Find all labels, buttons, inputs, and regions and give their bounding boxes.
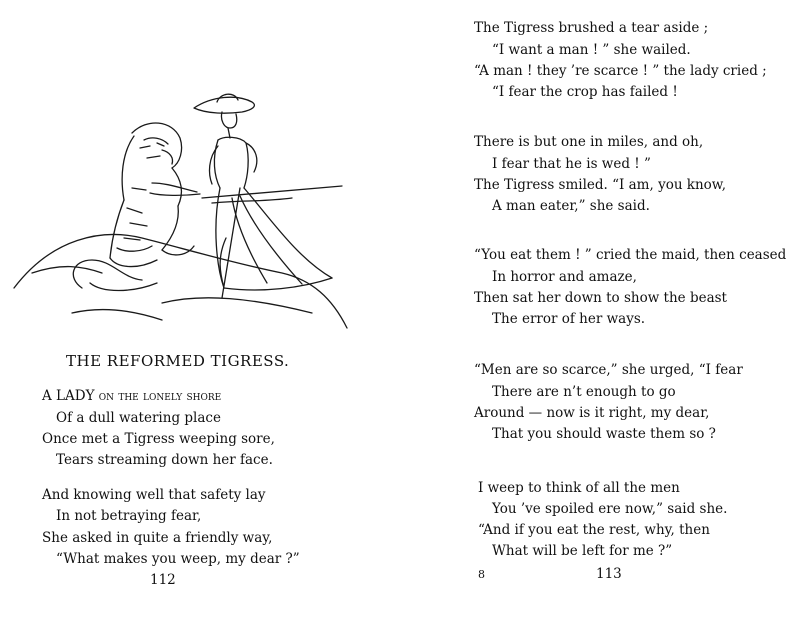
stanza-line: That you should waste them so ?: [492, 426, 716, 442]
stanza-line: You ’ve spoiled ere now,” said she.: [492, 501, 728, 517]
stanza-line: “What makes you weep, my dear ?”: [56, 551, 300, 567]
lady-smallcaps: A LADY on the lonely shore: [42, 388, 222, 404]
stanza-line: In horror and amaze,: [492, 269, 637, 285]
stanza-line: A man eater,” she said.: [492, 198, 650, 214]
stanza-line: [42, 388, 221, 404]
signature-mark: 8: [478, 568, 485, 581]
stanza-line: What will be left for me ?”: [492, 543, 673, 559]
stanza-line: I weep to think of all the men: [478, 480, 680, 496]
stanza-line: “I want a man ! ” she wailed.: [492, 42, 691, 58]
stanza-line: And knowing well that safety lay: [42, 487, 266, 503]
stanza-line: “Men are so scarce,” she urged, “I fear: [474, 362, 743, 378]
stanza-line: “And if you eat the rest, why, then: [478, 522, 710, 538]
poem-title: THE REFORMED TIGRESS.: [66, 352, 290, 370]
stanza-line: Around — now is it right, my dear,: [474, 405, 710, 421]
stanza-line: I fear that he is wed ! ”: [492, 156, 651, 172]
stanza-line: There is but one in miles, and oh,: [474, 134, 704, 150]
stanza-line: There are n’t enough to go: [492, 384, 676, 400]
tigress-and-lady-illustration: [12, 88, 352, 338]
stanza-line: Tears streaming down her face.: [56, 452, 273, 468]
page-number-left: 112: [150, 572, 176, 588]
stanza-line: Once met a Tigress weeping sore,: [42, 431, 275, 447]
right-page: [396, 0, 792, 618]
stanza-line: “You eat them ! ” cried the maid, then ceased: [474, 247, 787, 263]
stanza-line: “I fear the crop has failed !: [492, 84, 678, 100]
stanza-line: The error of her ways.: [492, 311, 646, 327]
stanza-line: The Tigress brushed a tear aside ;: [474, 20, 709, 36]
stanza-line: In not betraying fear,: [56, 508, 202, 524]
stanza-line: She asked in quite a friendly way,: [42, 530, 273, 546]
stanza-line: “A man ! they ’re scarce ! ” the lady cried ;: [474, 63, 767, 79]
page-number-right: 113: [596, 566, 622, 582]
stanza-line: Then sat her down to show the beast: [474, 290, 727, 306]
stanza-line: The Tigress smiled. “I am, you know,: [474, 177, 727, 193]
stanza-line: Of a dull watering place: [56, 410, 221, 426]
